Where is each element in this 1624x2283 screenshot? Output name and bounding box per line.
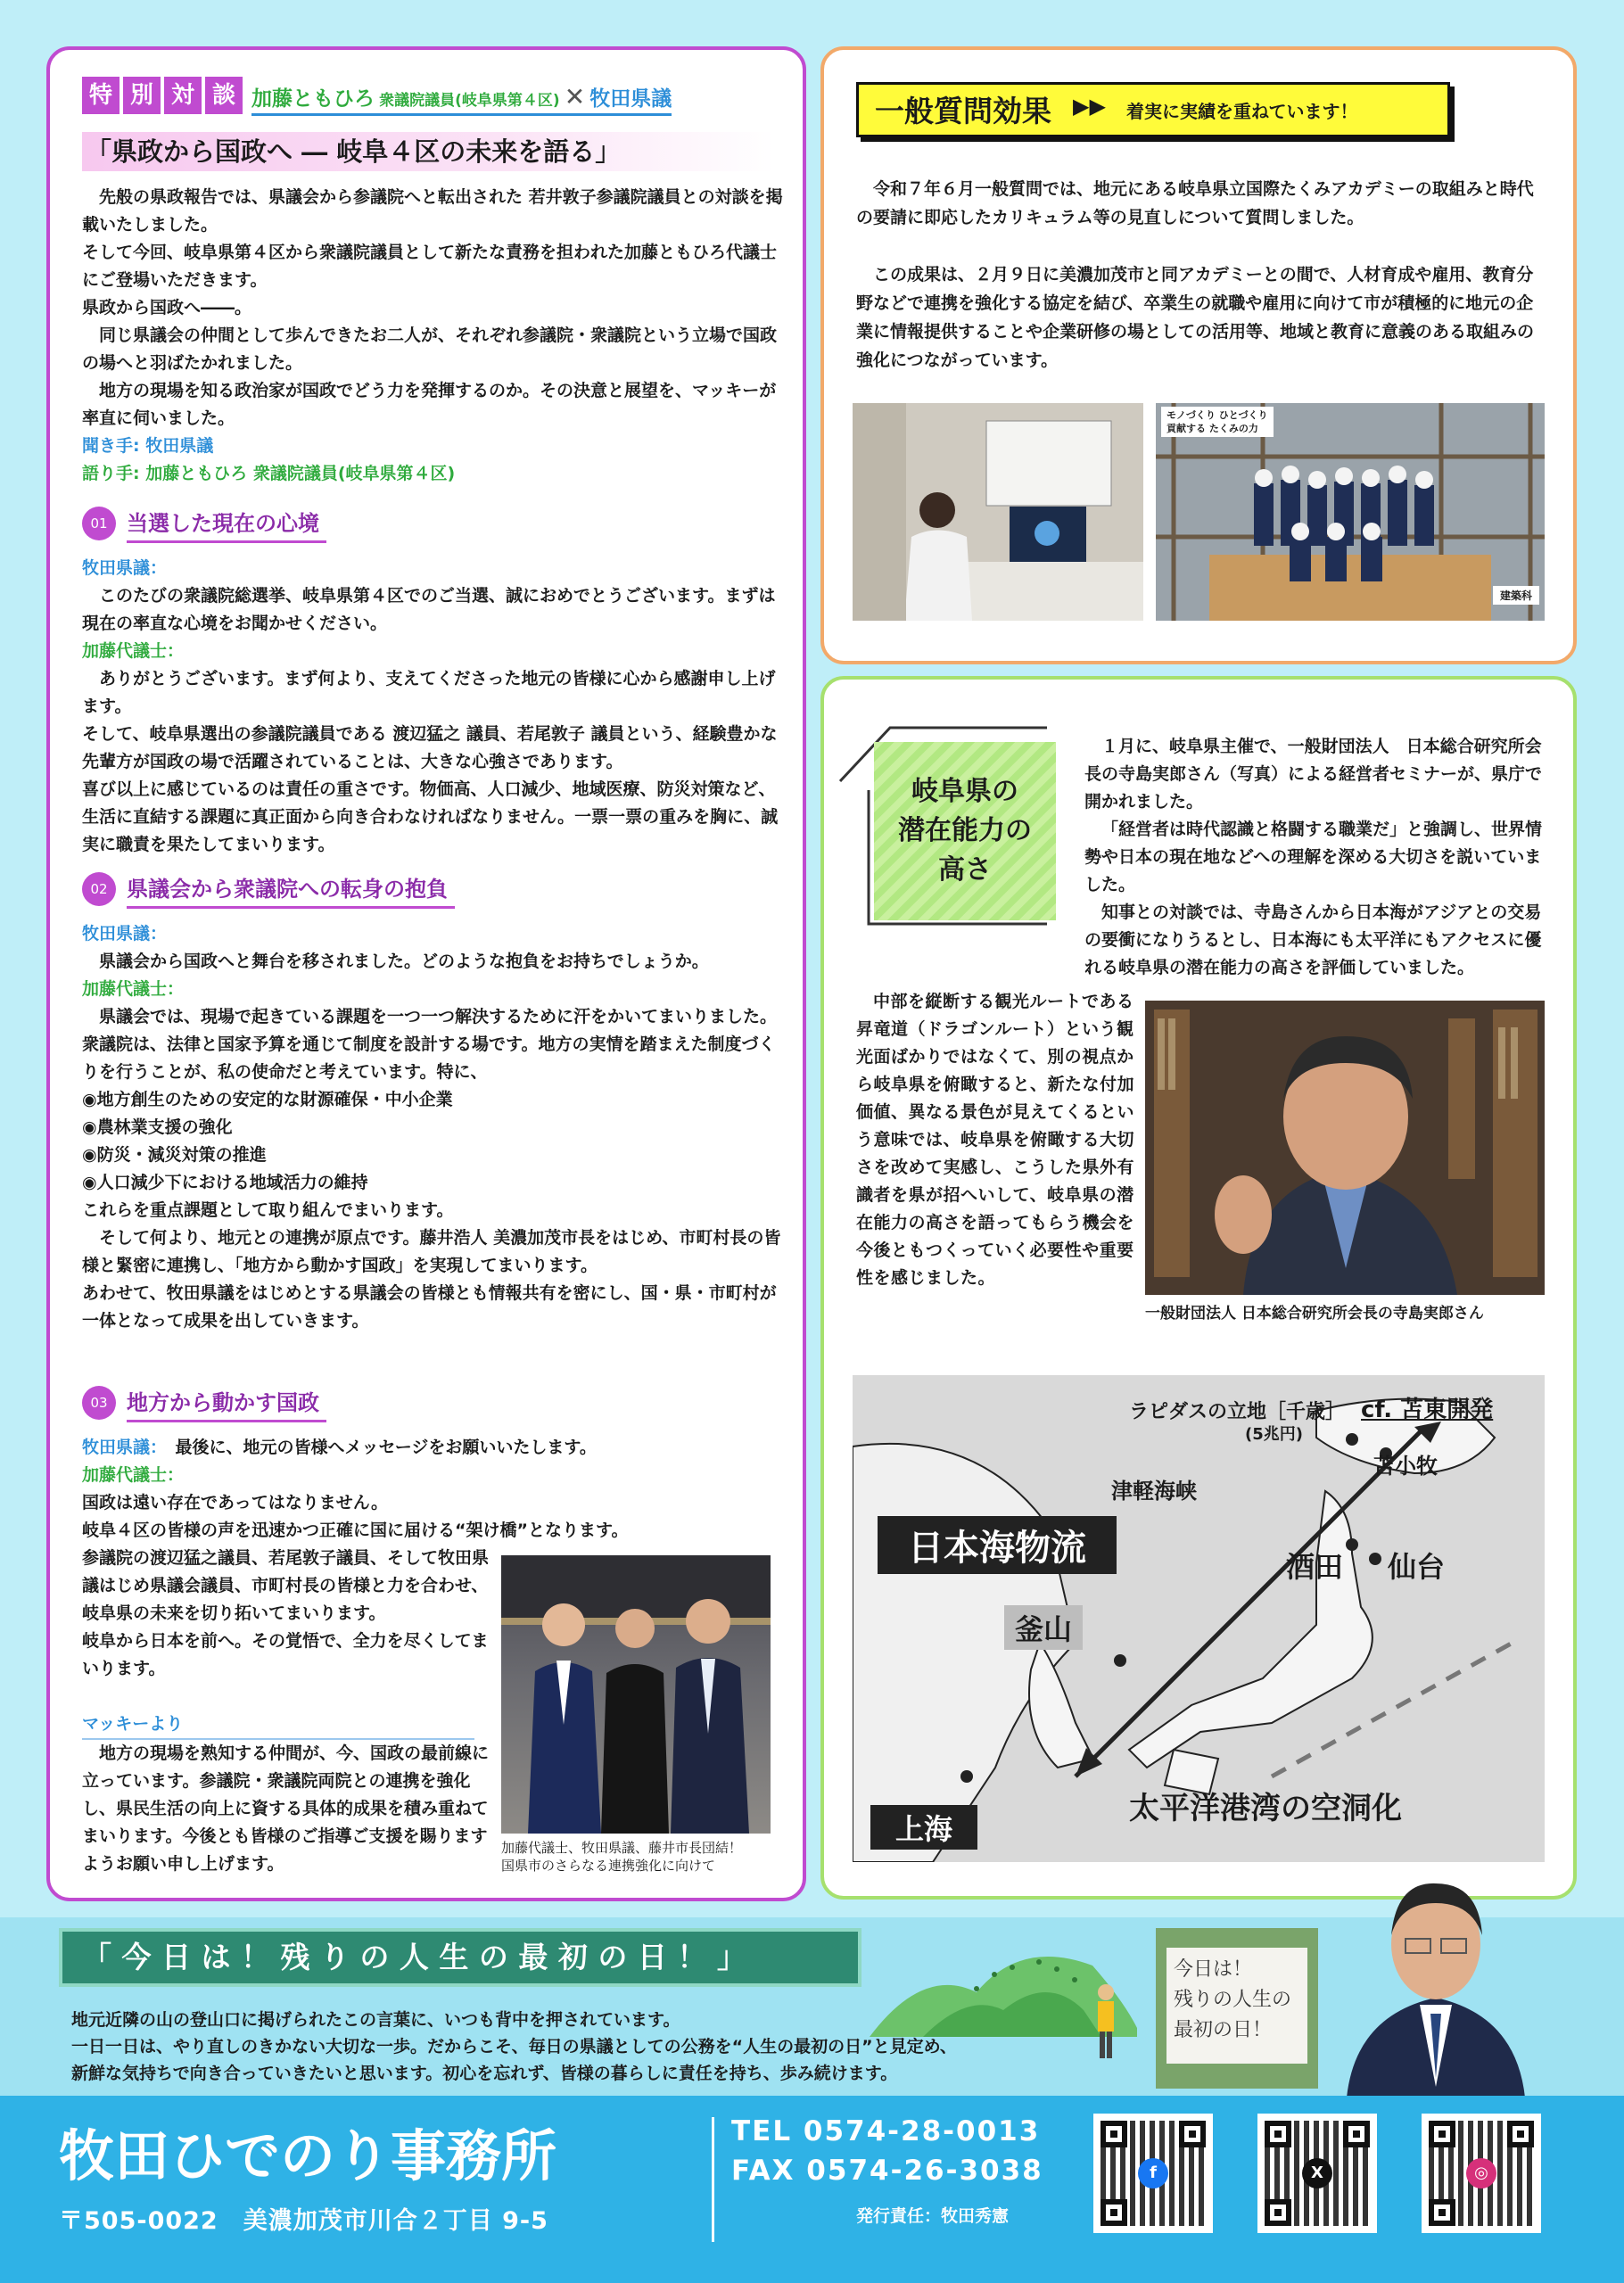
question-title-box <box>856 82 1450 137</box>
badge-line: 岐阜県の <box>911 776 1018 807</box>
answer-text: ありがとうございます。まず何より、支えてくださった地元の皆様に心から感謝申し上げます。 <box>82 669 776 716</box>
map-label-busan: 釜山 <box>1004 1605 1083 1650</box>
question-p1: 令和７年６月一般質問では、地元にある岐阜県立国際たくみアカデミーの取組みと時代の要請に即応したカリキュラム等の見直しについて質問しました。 <box>856 179 1534 227</box>
section-number: 01 <box>82 507 116 540</box>
speaker-label: 牧田県議： <box>82 924 168 944</box>
cross-mark: ✕ <box>564 82 586 111</box>
intro-p: 県政から国政へ――。 <box>82 298 252 317</box>
facebook-icon: f <box>1138 2158 1168 2188</box>
intro-block <box>82 184 783 488</box>
question-text: このたびの衆議院総選挙、岐阜県第４区でのご当選、誠におめでとうございます。まずは現在の率直な心境をお聞かせください。 <box>82 586 776 633</box>
makky-note <box>82 1710 492 1878</box>
answer-text: 国政は遠い存在であってはなりません。 <box>82 1493 388 1512</box>
bullet-item: ◉農林業支援の強化 <box>82 1117 233 1137</box>
tag-line: 貢献する たくみの力 <box>1166 423 1258 434</box>
map-label-rapidus-sub: (5兆円) <box>1245 1425 1303 1444</box>
motto-line: 一日一日は、やり直しのきかない大切な一歩。だからこそ、毎日の県議としての公務を“人生の最初の日”と見定め、 <box>71 2037 957 2056</box>
section-title: 地方から動かす国政 <box>127 1386 326 1422</box>
guest-title: 衆議院議員(岐阜県第４区) <box>379 92 560 110</box>
x-icon: X <box>1302 2158 1332 2188</box>
section-number: 03 <box>82 1386 116 1420</box>
sign-line: 最初の日！ <box>1174 2019 1273 2041</box>
seminar-p4: 中部を縦断する観光ルートである昇竜道（ドラゴンルート）という観光面ばかりではなくて、別の視点から岐阜県を俯瞰すると、新たな付加価値、異なる景色が見えてくるという意味では、岐阜県を俯瞰する大切さを改めて実感し、こうした県外有識者を県が招へいして、岐阜県の潜在能力の高さを語ってもらう機会を今後ともつくっていく必要性や重要性を感じました。 <box>856 992 1135 1288</box>
map-label-tomakomai: 苫小牧 <box>1373 1454 1438 1479</box>
speaker-label: 加藤代議士： <box>82 641 185 661</box>
question-p2: この成果は、２月９日に美濃加茂市と同アカデミーとの間で、人材育成や雇用、教育分野などで連携を強化する協定を結び、卒業生の就職や雇用に向けて市が積極的に地元の企業に情報提供することや企業研修の場としての活用等、地域と教育に意義のある取組みの強化につながっています。 <box>856 265 1535 370</box>
seminar-p3-part: 知事との対談では、寺島さんから日本海がアジアとの交易の要衝になりうるとし、日本海にも太平洋にもアクセスに優れる岐阜県の潜在能力の高さを評価していました。 <box>1084 902 1542 977</box>
section-title: 県議会から衆議院への転身の抱負 <box>127 872 455 909</box>
group-photo-art <box>501 1555 771 1834</box>
intro-p: 地方の現場を知る政治家が国政でどう力を発揮するのか。その決意と展望を、マッキーが率直に伺いました。 <box>82 381 777 428</box>
badge-line: 高さ <box>938 854 992 886</box>
interview-panel <box>46 46 806 1901</box>
question-text: 県議会から国政へと舞台を移されました。どのような抱負をお持ちでしょうか。 <box>99 952 709 971</box>
caption-line: 加藤代議士、牧田県議、藤井市長団結！ <box>501 1840 743 1856</box>
map-label-rapidus: ラピダスの立地［千歳］ <box>1129 1401 1346 1423</box>
office-address: 〒505-0022 美濃加茂市川合２丁目 9-5 <box>59 2207 548 2235</box>
japan-sea-map <box>853 1375 1545 1862</box>
badge-line: 潜在能力の <box>898 815 1032 846</box>
office-name: 牧田ひでのり事務所 <box>59 2123 557 2188</box>
map-label-tsugaru: 津軽海峡 <box>1111 1479 1197 1504</box>
answer-text: 喜び以上に感じているのは責任の重さです。物価高、人口減少、地域医療、防災対策など、生活に直結する課題に真正面から向き合わなければなりません。一票一票の重みを胸に、誠実に職責を果たしてまいります。 <box>82 779 779 854</box>
tag-char: 談 <box>205 77 243 114</box>
signboard-text <box>1166 1948 1307 2064</box>
answer-text: そして何より、地元との連携が原点です。藤井浩人 美濃加茂市長をはじめ、市町村長の皆様と緊密に連携し、「地方から動かす国政」を実現してまいります。 <box>82 1228 781 1275</box>
facebook-qr-code[interactable] <box>1093 2114 1213 2233</box>
speaker: 語り手: 加藤ともひろ 衆議院議員(岐阜県第４区) <box>82 464 456 483</box>
office-tel: TEL 0574-28-0013 <box>731 2115 1041 2147</box>
office-footer <box>0 2096 1624 2283</box>
publisher: 発行責任：牧田秀憲 <box>856 2206 1010 2226</box>
answer-text: 岐阜４区の皆様の声を迅速かつ正確に国に届ける“架け橋”となります。 <box>82 1521 629 1540</box>
motto-line: 地元近隣の山の登山口に掲げられたこの言葉に、いつも背中を押されています。 <box>71 2010 680 2030</box>
guest-name: 加藤ともひろ <box>251 87 375 111</box>
bullet-item: ◉人口減少下における地域活力の維持 <box>82 1173 368 1192</box>
bullet-item: ◉防災・減災対策の推進 <box>82 1145 267 1165</box>
section-3-body <box>82 1434 783 1545</box>
host-name: 牧田県議 <box>589 87 672 111</box>
tag-char: 特 <box>82 77 120 114</box>
bullet-item: ◉地方創生のための安定的な財源確保・中小企業 <box>82 1090 453 1109</box>
sign-line: 今日は！ <box>1174 1958 1253 1981</box>
motto-slogan: 「 今 日 は ！ 残 り の 人 生 の 最 初 の 日 ！ 」 <box>59 1928 861 1987</box>
intro-p: そして今回、岐阜県第４区から衆議院議員として新たな責務を担われた加藤ともひろ代議士にご登場いただきます。 <box>82 243 778 290</box>
caption-line: 国県市のさらなる連携強化に向けて <box>501 1858 716 1874</box>
instagram-icon: ◎ <box>1466 2158 1496 2188</box>
answer-text: これらを重点課題として取り組んでまいります。 <box>82 1200 454 1220</box>
guest-line <box>251 82 672 116</box>
construction-label: 建築科 <box>1493 586 1539 605</box>
seminar-p2: 「経営者は時代認識と格闘する職業だ」と強調し、世界情勢や日本の現在地などへの理解を深める大切さを説いていました。 <box>1084 820 1543 894</box>
speaker-label: 加藤代議士： <box>82 1465 185 1485</box>
section-2-body <box>82 920 783 1335</box>
construction-tag <box>1161 407 1274 437</box>
portrait-art <box>1145 1001 1545 1295</box>
map-label-sakata: 酒田 <box>1286 1550 1344 1584</box>
classroom-photo-art <box>853 403 1143 621</box>
makky-text: 地方の現場を熟知する仲間が、今、国政の最前線に立っています。参議院・衆議院両院との連携を強化し、県民生活の向上に資する具体的成果を積み重ねてまいります。今後とも皆様のご指導ご支援を賜りますようお願い申し上げます。 <box>82 1743 490 1874</box>
map-label-shanghai: 上海 <box>870 1805 977 1850</box>
potential-badge <box>874 742 1056 920</box>
speaker-label: 牧田県議： <box>82 1438 159 1457</box>
tag-line: モノづくり ひとづくり <box>1166 409 1268 421</box>
interview-headline: 「県政から国政へ ― 岐阜４区の未来を語る」 <box>82 132 774 171</box>
route-text <box>856 988 1134 1292</box>
answer-text: 衆議院は、法律と国家予算を通じて制度を設計する場です。地方の実情を踏まえた制度づくりを行うことが、私の使命だと考えています。特に、 <box>82 1034 776 1082</box>
section-heading-1 <box>82 507 528 542</box>
section-1-body <box>82 555 783 859</box>
section-number: 02 <box>82 872 116 906</box>
mountain-hiker-icon <box>870 1930 1137 2073</box>
x-qr-code[interactable] <box>1257 2114 1377 2233</box>
tag-char: 対 <box>164 77 202 114</box>
question-text: 最後に、地元の皆様へメッセージをお願いいたします。 <box>175 1438 597 1457</box>
tag-char: 別 <box>123 77 161 114</box>
office-fax: FAX 0574-26-3038 <box>731 2155 1043 2187</box>
signboard-photo <box>1156 1928 1318 2089</box>
seminar-p1: １月に、岐阜県主催で、一般財団法人 日本総合研究所会長の寺島実郎さん（写真）による経営者セミナーが、県庁で開かれました。 <box>1084 737 1543 812</box>
makita-portrait <box>1338 1864 1534 2098</box>
footer-divider <box>712 2117 714 2242</box>
general-question-panel <box>820 46 1577 664</box>
answer-text: 県議会では、現場で起きている課題を一つ一つ解決するために汗をかいてまいりました。 <box>99 1007 778 1026</box>
classroom-photo <box>853 403 1143 621</box>
makky-label: マッキーより <box>82 1710 474 1740</box>
speaker-label: 加藤代議士： <box>82 979 185 999</box>
answer-text: そして、岐阜県選出の参議院議員である 渡辺猛之 議員、若尾敦子 議員という、経験豊かな先輩方が国政の場で活躍されていることは、大きな心強さであります。 <box>82 724 778 771</box>
question-subtitle: 着実に実績を重ねています！ <box>1126 101 1358 122</box>
seminar-text <box>1084 733 1545 982</box>
intro-p: 同じ県議会の仲間として歩んできたお二人が、それぞれ参議院・衆議院という立場で国政の場へと羽ばたかれました。 <box>82 326 778 373</box>
group-photo <box>501 1555 771 1834</box>
gifu-potential-panel <box>820 676 1577 1900</box>
instagram-qr-code[interactable] <box>1422 2114 1541 2233</box>
motto-line: 新鮮な気持ちで向き合っていきたいと思います。初心を忘れず、皆様の暮らしに責任を持ち、歩み続けます。 <box>71 2064 898 2083</box>
answer-text: 岐阜から日本を前へ。その覚悟で、全力を尽くしてまいります。 <box>82 1631 489 1678</box>
group-photo-caption <box>501 1839 778 1875</box>
section-heading-3 <box>82 1386 528 1422</box>
map-label-cf: cf. 苫東開発 <box>1361 1397 1494 1423</box>
map-label-pacific: 太平洋港湾の空洞化 <box>1129 1791 1402 1826</box>
section-title: 当選した現在の心境 <box>127 507 326 543</box>
question-title: 一般質問効果 <box>875 94 1051 128</box>
section-heading-2 <box>82 872 528 908</box>
map-label-sendai: 仙台 <box>1388 1550 1446 1584</box>
answer-text: あわせて、牧田県議をはじめとする県議会の皆様とも情報共有を密にし、国・県・市町村が一体となって成果を出していきます。 <box>82 1283 777 1331</box>
portrait-caption: 一般財団法人 日本総合研究所会長の寺島実郎さん <box>1145 1305 1484 1323</box>
sign-line: 残りの人生の <box>1174 1989 1292 2011</box>
terashima-portrait <box>1145 1001 1545 1295</box>
interviewer: 聞き手: 牧田県議 <box>82 436 214 456</box>
answer-text: 参議院の渡辺猛之議員、若尾敦子議員、そして牧田県議はじめ県議会議員、市町村長の皆様と力を合わせ、岐阜県の未来を切り拓いてまいります。 <box>82 1548 490 1623</box>
arrows-icon: ▶▶ <box>1073 94 1106 119</box>
speaker-label: 牧田県議： <box>82 558 168 578</box>
intro-p: 先般の県政報告では、県議会から参議院へと転出された 若井敦子参議院議員との対談を掲載いたしました。 <box>82 187 783 235</box>
construction-class-photo <box>1156 403 1545 621</box>
question-body <box>856 175 1545 375</box>
section-3-closing <box>82 1545 492 1683</box>
map-label-sea-trade: 日本海物流 <box>878 1516 1117 1574</box>
